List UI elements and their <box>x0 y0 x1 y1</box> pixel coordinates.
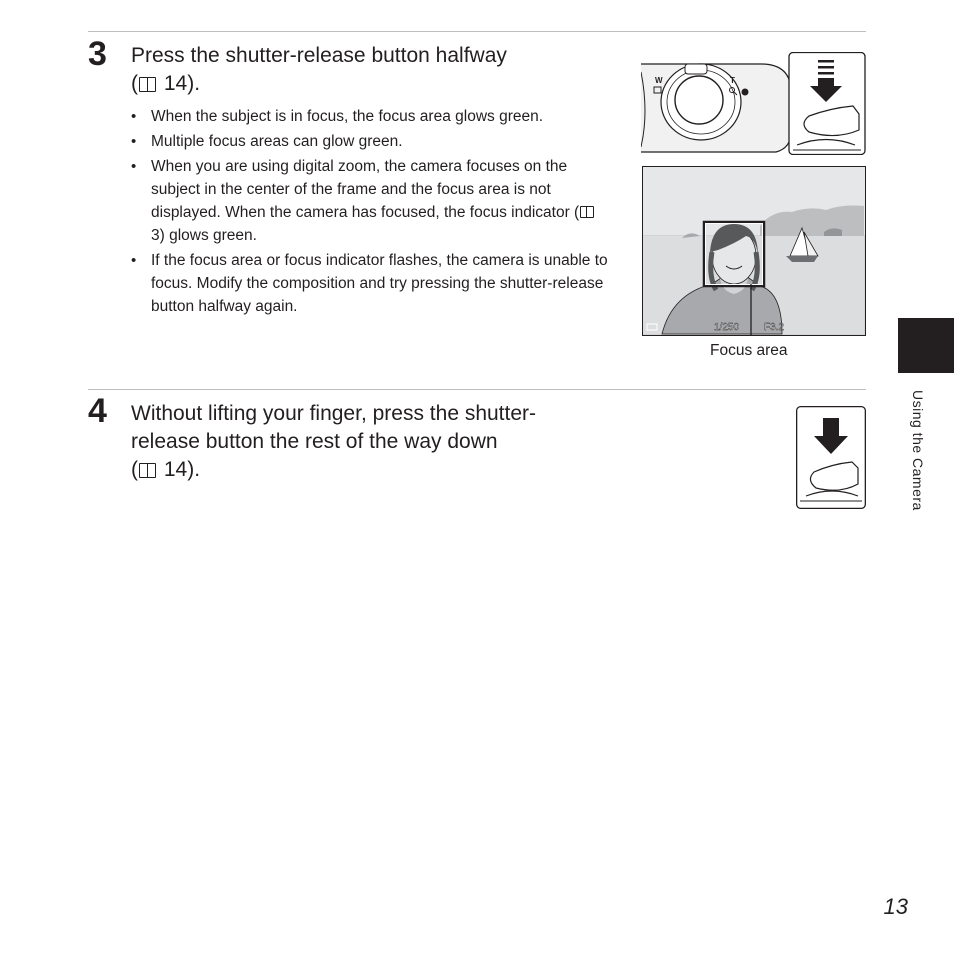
bullet-item: • Multiple focus areas can glow green. <box>131 130 611 153</box>
step-4-number: 4 <box>88 392 107 430</box>
bullet-item: • When the subject is in focus, the focus area glows green. <box>131 105 611 128</box>
bullet-item: • If the focus area or focus indicator flashes, the camera is unable to focus. Modify the composition and try pressing the shutter-release button halfway again. <box>131 249 611 318</box>
section-label-text: Using the Camera <box>910 390 926 511</box>
step-4-ref-page: 14). <box>163 458 201 481</box>
step-3-title-line1: Press the shutter-release button halfway <box>131 44 507 67</box>
aperture-readout: F3.2 <box>764 322 785 333</box>
section-label <box>906 390 928 550</box>
step-3-bullets <box>131 105 611 320</box>
shutter-speed-readout: 1/250 <box>714 322 740 333</box>
step-3-title <box>131 42 507 98</box>
zoom-tele-label: T <box>730 76 735 85</box>
camera-top-illustration <box>641 52 866 155</box>
camera-screen-illustration <box>642 166 866 336</box>
step-divider-rule <box>88 389 866 390</box>
step-4-title <box>131 400 536 484</box>
page-reference-icon <box>139 463 156 478</box>
step-3-ref-page: 14). <box>163 72 201 95</box>
step-4-title-line1: Without lifting your finger, press the shutter- <box>131 402 537 425</box>
focus-area-caption: Focus area <box>710 342 788 359</box>
step-4-title-ref: ( 14). <box>131 458 201 481</box>
section-tab <box>898 318 954 373</box>
bullet-item: • When you are using digital zoom, the camera focuses on the subject in the center of the frame and the focus area is not displayed. When the camera has focused, the focus indicator ( 3) glows green. <box>131 155 611 247</box>
page-number: 13 <box>883 894 908 919</box>
step-4-title-line2: release button the rest of the way down <box>131 430 498 453</box>
step-3-number: 3 <box>88 35 107 73</box>
press-fully-illustration <box>796 406 866 509</box>
page-reference-icon <box>139 77 156 92</box>
step-3-title-ref: ( 14). <box>131 72 201 95</box>
top-rule <box>88 31 866 32</box>
bullet-ref-text: 3) glows green. <box>151 227 257 244</box>
zoom-wide-label: W <box>655 76 663 85</box>
page-reference-icon <box>580 206 594 218</box>
